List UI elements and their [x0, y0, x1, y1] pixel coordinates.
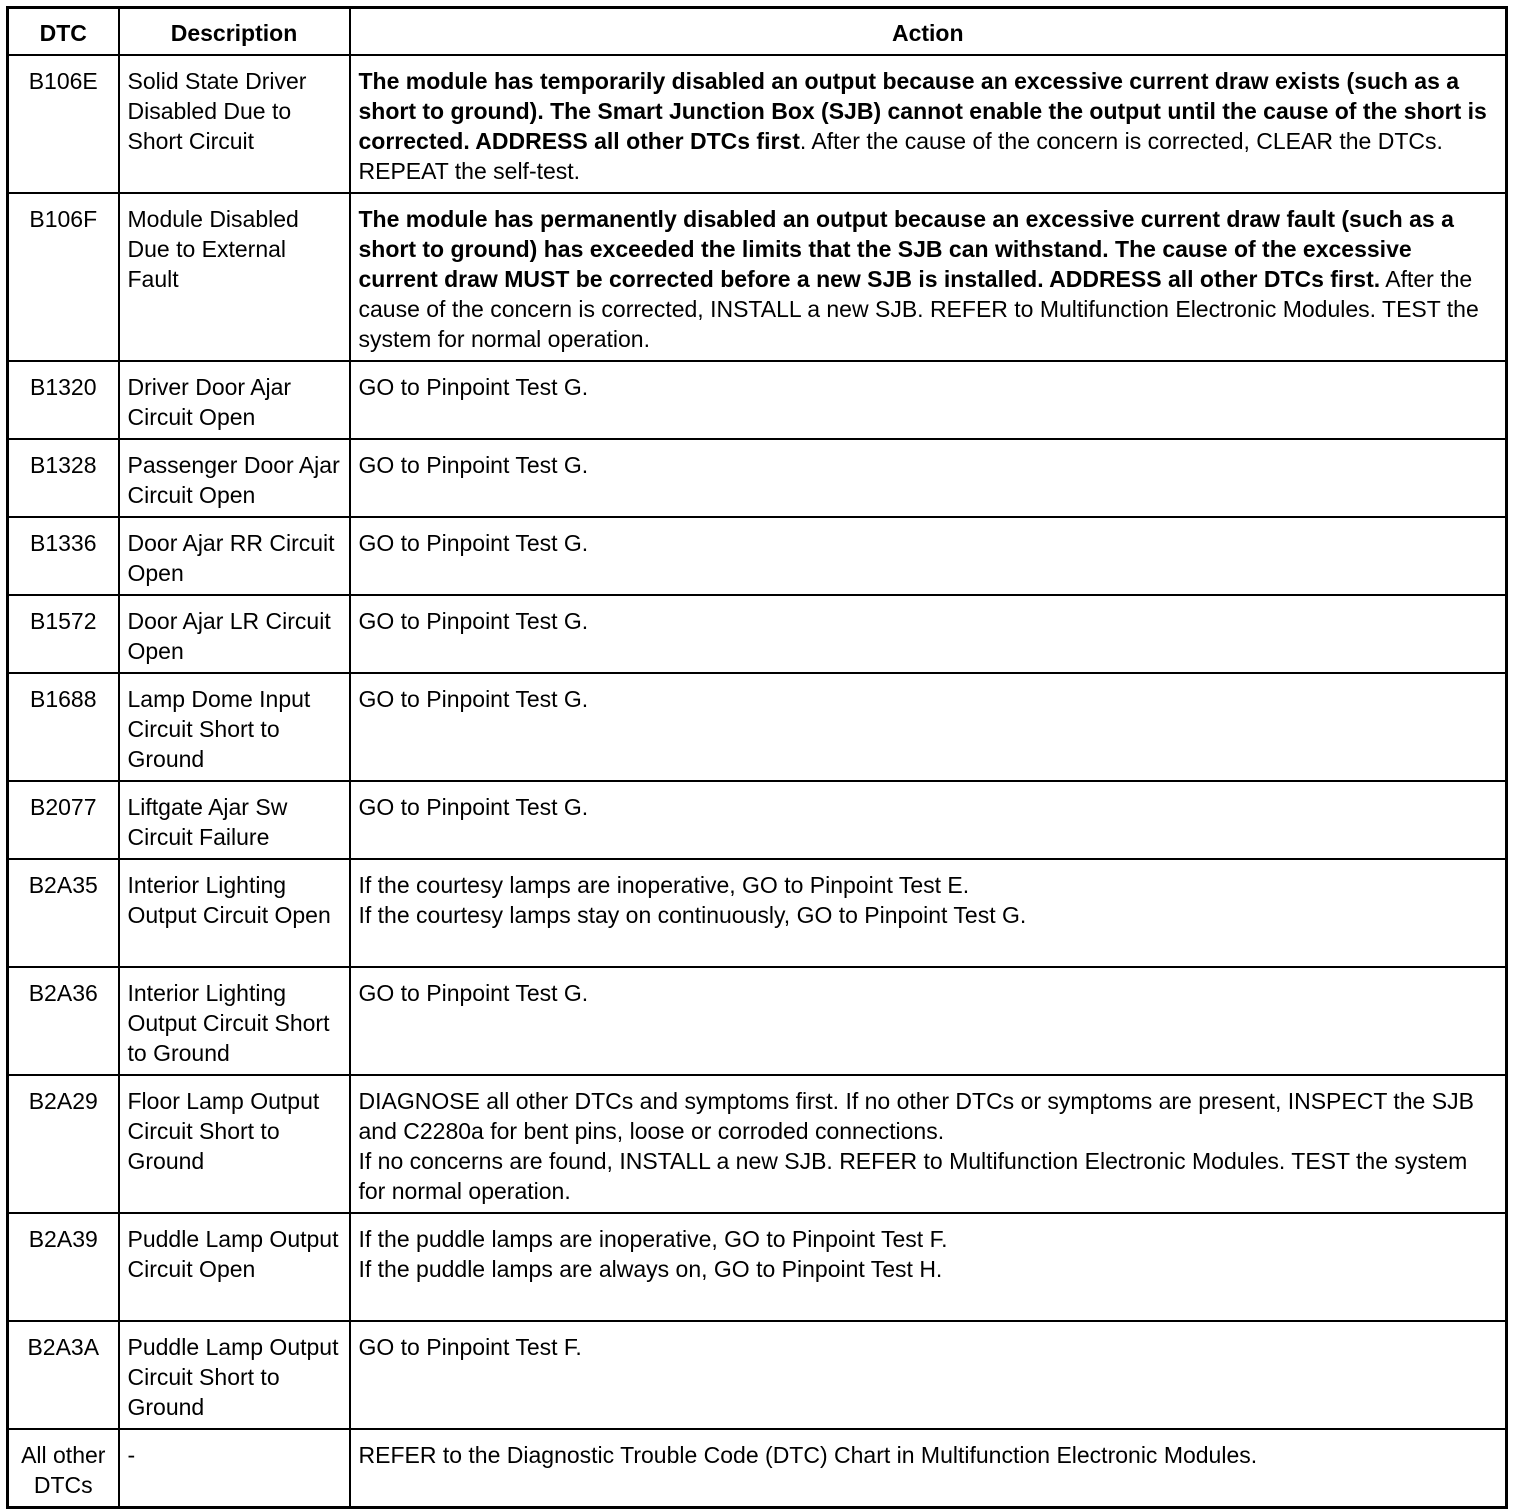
action-line: GO to Pinpoint Test G.	[358, 608, 589, 634]
table-row	[8, 1429, 1507, 1507]
dtc-action	[350, 439, 1507, 517]
dtc-action	[350, 193, 1507, 361]
dtc-action	[350, 859, 1507, 967]
dtc-code: B2A3A	[8, 1321, 119, 1429]
dtc-code: B1320	[8, 361, 119, 439]
table-row	[8, 439, 1507, 517]
table-row	[8, 595, 1507, 673]
header-dtc: DTC	[8, 8, 119, 56]
dtc-code: B2A36	[8, 967, 119, 1075]
action-text: . After the cause of the concern is corrected, CLEAR the DTCs. REPEAT the self-test.	[358, 128, 1443, 184]
header-row	[8, 8, 1507, 56]
header-action: Action	[350, 8, 1507, 56]
dtc-action	[350, 967, 1507, 1075]
header-description: Description	[119, 8, 350, 56]
dtc-description: Puddle Lamp Output Circuit Open	[119, 1213, 350, 1321]
dtc-description: Module Disabled Due to External Fault	[119, 193, 350, 361]
dtc-description: Interior Lighting Output Circuit Short to Ground	[119, 967, 350, 1075]
table-row	[8, 1213, 1507, 1321]
dtc-code: B2077	[8, 781, 119, 859]
dtc-code: All other DTCs	[8, 1429, 119, 1507]
dtc-description: -	[119, 1429, 350, 1507]
dtc-code: B2A29	[8, 1075, 119, 1213]
action-line: GO to Pinpoint Test G.	[358, 686, 589, 712]
dtc-description: Floor Lamp Output Circuit Short to Ground	[119, 1075, 350, 1213]
dtc-action	[350, 1429, 1507, 1507]
table-row	[8, 55, 1507, 193]
dtc-description: Lamp Dome Input Circuit Short to Ground	[119, 673, 350, 781]
action-line: DIAGNOSE all other DTCs and symptoms first. If no other DTCs or symptoms are present, INSPECT the SJB and C2280a for bent pins, loose or corroded connections.	[358, 1088, 1474, 1144]
action-bold-text: The module has permanently disabled an output because an excessive current draw fault (such as a short to ground) has exceeded the limits that the SJB can withstand. The cause of the excessive current draw MUST be corrected before a new SJB is installed. ADDRESS all other DTCs first.	[358, 206, 1454, 292]
dtc-code: B2A35	[8, 859, 119, 967]
dtc-code: B2A39	[8, 1213, 119, 1321]
action-line: GO to Pinpoint Test G.	[358, 530, 589, 556]
dtc-description: Interior Lighting Output Circuit Open	[119, 859, 350, 967]
dtc-action	[350, 1321, 1507, 1429]
action-line: If the puddle lamps are always on, GO to Pinpoint Test H.	[358, 1256, 943, 1282]
dtc-action	[350, 1075, 1507, 1213]
action-line: GO to Pinpoint Test G.	[358, 452, 589, 478]
dtc-action	[350, 517, 1507, 595]
dtc-description: Door Ajar RR Circuit Open	[119, 517, 350, 595]
dtc-action	[350, 781, 1507, 859]
table-row	[8, 1075, 1507, 1213]
action-bold-text: The module has temporarily disabled an output because an excessive current draw exists (such as a short to ground). The Smart Junction Box (SJB) cannot enable the output until the cause of the short is corrected. ADDRESS all other DTCs first	[358, 68, 1487, 154]
table-row	[8, 967, 1507, 1075]
action-line: If the courtesy lamps stay on continuously, GO to Pinpoint Test G.	[358, 902, 1027, 928]
dtc-action	[350, 1213, 1507, 1321]
table-row	[8, 673, 1507, 781]
action-line: REFER to the Diagnostic Trouble Code (DTC) Chart in Multifunction Electronic Modules.	[358, 1442, 1258, 1468]
dtc-description: Door Ajar LR Circuit Open	[119, 595, 350, 673]
dtc-code: B1336	[8, 517, 119, 595]
dtc-code: B1328	[8, 439, 119, 517]
dtc-code: B1688	[8, 673, 119, 781]
action-line: GO to Pinpoint Test F.	[358, 1334, 582, 1360]
dtc-action	[350, 595, 1507, 673]
action-line: If no concerns are found, INSTALL a new SJB. REFER to Multifunction Electronic Modules. TEST the system for normal operation.	[358, 1148, 1468, 1204]
dtc-action	[350, 361, 1507, 439]
table-row	[8, 1321, 1507, 1429]
table-row	[8, 517, 1507, 595]
action-line: If the courtesy lamps are inoperative, GO to Pinpoint Test E.	[358, 872, 970, 898]
dtc-table	[6, 6, 1508, 1509]
action-line: GO to Pinpoint Test G.	[358, 794, 589, 820]
dtc-action	[350, 673, 1507, 781]
action-line: GO to Pinpoint Test G.	[358, 374, 589, 400]
dtc-description: Liftgate Ajar Sw Circuit Failure	[119, 781, 350, 859]
dtc-action	[350, 55, 1507, 193]
table-row	[8, 361, 1507, 439]
table-row	[8, 193, 1507, 361]
action-line: GO to Pinpoint Test G.	[358, 980, 589, 1006]
action-line: If the puddle lamps are inoperative, GO to Pinpoint Test F.	[358, 1226, 948, 1252]
dtc-description: Solid State Driver Disabled Due to Short Circuit	[119, 55, 350, 193]
table-row	[8, 859, 1507, 967]
dtc-code: B106F	[8, 193, 119, 361]
dtc-description: Driver Door Ajar Circuit Open	[119, 361, 350, 439]
dtc-code: B106E	[8, 55, 119, 193]
action-text: After the cause of the concern is corrected, INSTALL a new SJB. REFER to Multifunction Electronic Modules. TEST the system for normal operation.	[358, 266, 1479, 352]
dtc-description: Puddle Lamp Output Circuit Short to Ground	[119, 1321, 350, 1429]
dtc-description: Passenger Door Ajar Circuit Open	[119, 439, 350, 517]
dtc-code: B1572	[8, 595, 119, 673]
table-row	[8, 781, 1507, 859]
